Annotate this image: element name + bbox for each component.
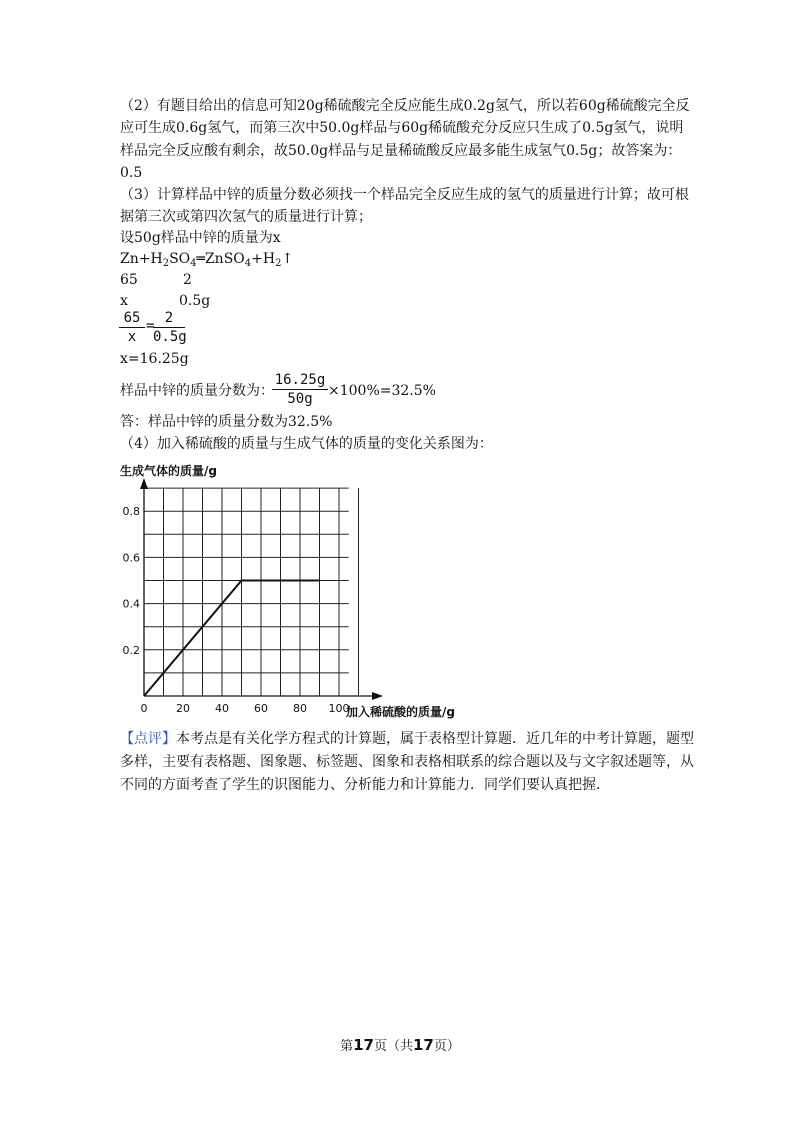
ratio-mass: 0.5g: [179, 293, 211, 309]
eq-part: SO: [169, 251, 191, 267]
fraction-numerator: 2: [164, 310, 174, 326]
x-tick-label: 100: [328, 702, 350, 715]
x-axis-arrow: [372, 692, 383, 700]
fraction-2-over-05g: [153, 310, 185, 345]
fraction-equals: =: [146, 318, 155, 334]
y-axis-label: 生成气体的质量/g: [120, 464, 217, 478]
fraction-65-over-x: [119, 310, 145, 345]
eq-part: +H: [251, 251, 276, 267]
x-tick-label: 80: [293, 702, 307, 715]
eq-sub: 2: [275, 258, 282, 269]
fraction-numerator: 65: [123, 310, 141, 326]
fraction-bar: [119, 327, 145, 328]
percentage-fraction: [272, 372, 328, 407]
y-axis-arrow: [140, 478, 148, 489]
eq-sub: 4: [190, 258, 197, 269]
fraction-denominator: 50g: [287, 391, 313, 407]
ratio-row-2: [120, 291, 211, 311]
page-total: 17: [413, 1036, 434, 1054]
eq-sub: 2: [162, 258, 170, 269]
fraction-numerator: 16.25g: [274, 372, 326, 388]
x-result: x=16.25g: [120, 351, 189, 367]
x-tick-label: 0: [140, 702, 148, 715]
x-tick-label: 60: [254, 702, 268, 715]
eq-sub: 4: [244, 258, 252, 269]
y-tick-label: 0.6: [122, 551, 140, 565]
page-footer: [0, 1035, 800, 1054]
y-tick-label: 0.8: [122, 505, 140, 519]
comment-line1: [120, 729, 694, 749]
eq-equals: ═: [196, 251, 205, 267]
x-tick-label: 20: [176, 702, 190, 715]
footer-post: 页）: [433, 1039, 460, 1054]
percentage-label: 样品中锌的质量分数为：: [120, 383, 274, 399]
hydrogen-mass-chart: [110, 458, 470, 726]
part3-line3: 设50g样品中锌的质量为x: [120, 230, 281, 246]
part4-line: （4）加入稀硫酸的质量与生成气体的质量的变化关系图为：: [120, 436, 493, 452]
answer-line: 答：样品中锌的质量分数为32.5%: [120, 414, 333, 430]
comment-line3: 不同的方面考查了学生的识图能力、分析能力和计算能力．同学们要认真把握．: [120, 777, 610, 793]
percentage-result: ×100%=32.5%: [328, 383, 436, 399]
part2-line1: （2）有题目给出的信息可知20g稀硫酸完全反应能生成0.2g氢气，所以若60g稀硫酸完全反: [120, 98, 690, 114]
x-axis-label: 加入稀硫酸的质量/g: [346, 705, 455, 719]
part3-line1: （3）计算样品中锌的质量分数必须找一个样品完全反应生成的氢气的质量进行计算；故可根: [120, 187, 689, 203]
fraction-denominator: 0.5g: [153, 329, 187, 345]
y-tick-label: 0.4: [122, 597, 140, 611]
fraction-bar: [272, 389, 328, 390]
y-tick-label: 0.2: [122, 643, 140, 657]
part3-line2: 据第三次或第四次氢气的质量进行计算；: [120, 209, 372, 225]
fraction-bar: [153, 327, 185, 328]
page-number: 17: [353, 1036, 374, 1054]
chemical-equation: [120, 249, 293, 274]
series-line: [144, 581, 320, 697]
gas-arrow: ↑: [281, 251, 294, 267]
comment-tag: 【点评】: [120, 731, 176, 747]
eq-part: ZnSO: [204, 251, 245, 267]
ratio-x: x: [120, 293, 128, 309]
fraction-denominator: x: [127, 329, 137, 345]
part2-line4: 0.5: [120, 165, 143, 181]
part2-line3: 样品完全反应酸有剩余，故50.0g样品与足量稀硫酸反应最多能生成氢气0.5g；故答案为：: [120, 143, 682, 159]
chart-ticks: [123, 505, 350, 715]
x-tick-label: 40: [215, 702, 229, 715]
chart-grid: [144, 488, 359, 696]
eq-part: Zn+H: [120, 251, 163, 267]
part2-line2: 应可生成0.6g氢气，而第三次中50.0g样品与60g稀硫酸充分反应只生成了0.5g氢气，说明: [120, 120, 684, 136]
footer-pre: 第: [340, 1039, 354, 1054]
footer-mid: 页（共: [373, 1039, 413, 1054]
ratio-row-1: [120, 270, 192, 290]
comment-text: 本考点是有关化学方程式的计算题，属于表格型计算题．近几年的中考计算题，题型: [176, 731, 694, 747]
ratio-h2: 2: [183, 272, 192, 288]
chart-series: [144, 581, 320, 697]
comment-line2: 多样，主要有表格题、图象题、标签题、图象和表格相联系的综合题以及与文字叙述题等，从: [120, 754, 694, 770]
ratio-zn: 65: [120, 272, 138, 288]
